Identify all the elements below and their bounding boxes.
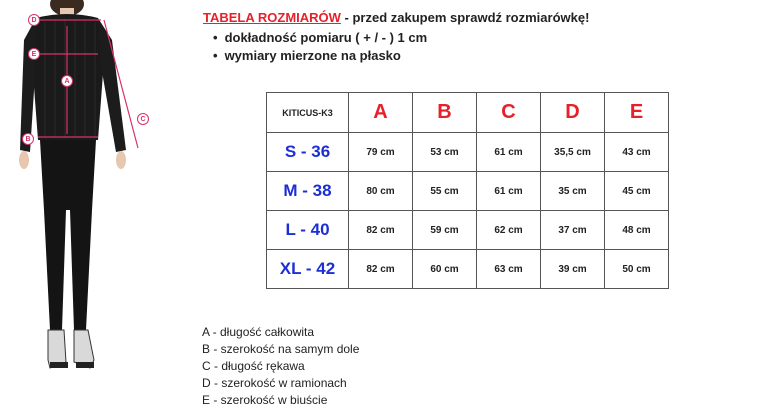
model-figure (0, 0, 160, 420)
table-row (267, 172, 669, 211)
table-row (267, 250, 669, 289)
size-label: L - 40 (267, 211, 349, 250)
table-header-row (267, 93, 669, 133)
marker-a: A (61, 75, 73, 87)
table-cell: 55 cm (413, 172, 477, 211)
table-cell: 62 cm (477, 211, 541, 250)
column-header-a: A (349, 93, 413, 133)
marker-d: D (28, 14, 40, 26)
column-header-c: C (477, 93, 541, 133)
column-header-b: B (413, 93, 477, 133)
size-label: S - 36 (267, 133, 349, 172)
header (203, 10, 763, 65)
size-table (266, 92, 669, 289)
table-cell: 50 cm (605, 250, 669, 289)
table-cell: 37 cm (541, 211, 605, 250)
measurement-legend (202, 324, 359, 409)
table-cell: 61 cm (477, 133, 541, 172)
table-cell: 59 cm (413, 211, 477, 250)
table-cell: 63 cm (477, 250, 541, 289)
table-cell: 35,5 cm (541, 133, 605, 172)
page-title (203, 10, 763, 25)
table-cell: 48 cm (605, 211, 669, 250)
table-cell: 80 cm (349, 172, 413, 211)
model-illustration (0, 0, 160, 420)
marker-e: E (28, 48, 40, 60)
legend-item-a: A - długość całkowita (202, 325, 315, 339)
size-label: XL - 42 (267, 250, 349, 289)
notes-list (213, 29, 763, 65)
note-flat-measure: • wymiary mierzone na płasko (213, 47, 763, 65)
column-header-e: E (605, 93, 669, 133)
table-cell: 43 cm (605, 133, 669, 172)
title-subtext: - przed zakupem sprawdź rozmiarówkę! (340, 10, 590, 25)
note-accuracy: • dokładność pomiaru ( + / - ) 1 cm (213, 29, 763, 47)
table-cell: 35 cm (541, 172, 605, 211)
column-header-d: D (541, 93, 605, 133)
table-cell: 82 cm (349, 250, 413, 289)
legend-item-e: E - szerokość w biuście (202, 393, 328, 407)
table-cell: 61 cm (477, 172, 541, 211)
table-cell: 45 cm (605, 172, 669, 211)
legend-item-b: B - szerokość na samym dole (202, 342, 360, 356)
marker-b: B (22, 133, 34, 145)
table-cell: 82 cm (349, 211, 413, 250)
table-cell: 39 cm (541, 250, 605, 289)
table-row (267, 211, 669, 250)
table-cell: 79 cm (349, 133, 413, 172)
table-cell: 53 cm (413, 133, 477, 172)
legend-item-d: D - szerokość w ramionach (202, 376, 347, 390)
table-cell: 60 cm (413, 250, 477, 289)
model-code: KITICUS-K3 (267, 93, 349, 133)
size-label: M - 38 (267, 172, 349, 211)
legend-item-c: C - długość rękawa (202, 359, 305, 373)
marker-c: C (137, 113, 149, 125)
table-row (267, 133, 669, 172)
size-chart-link[interactable]: TABELA ROZMIARÓW (203, 10, 341, 25)
